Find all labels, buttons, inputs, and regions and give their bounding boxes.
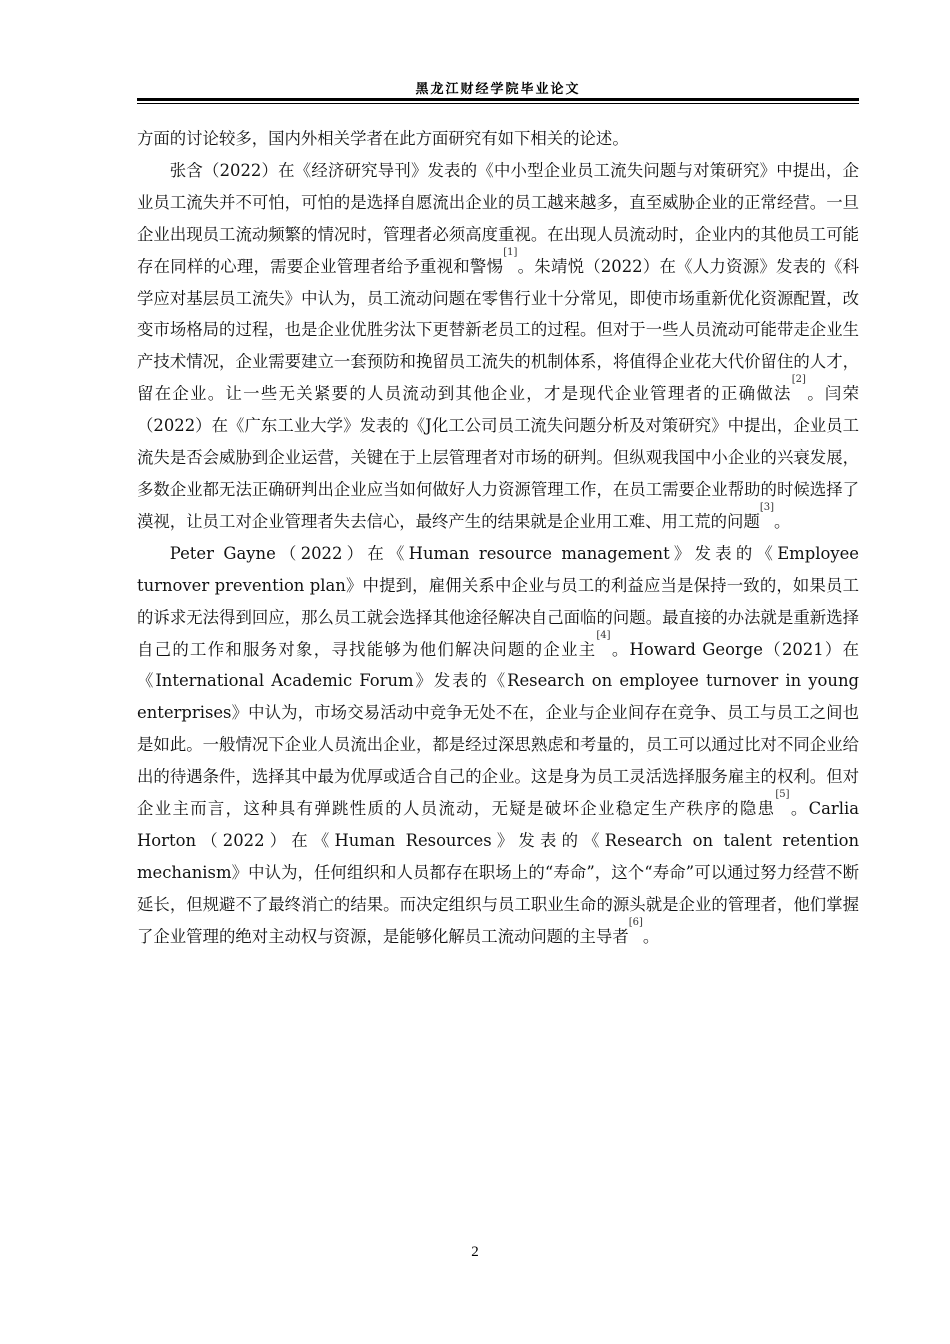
citation-marker: [4]	[596, 629, 611, 641]
paragraph-text: 。闫荣（2022）在《广东工业大学》发表的《J化工公司员工流失问题分析及对策研究》中提出，企业员工流失是否会威胁到企业运营，关键在于上层管理者对市场的研判。但纵观我国中小企业的兴衰发展，多数企业都无法正确研判出企业应当如何做好人力资源管理工作，在员工需要企业帮助的时候选择了漠视，让员工对企业管理者失去信心，最终产生的结果就是企业用工难、用工荒的问题	[137, 384, 860, 531]
paragraph	[137, 123, 859, 155]
paragraph-text: 。	[642, 926, 660, 946]
paragraph-text: 。Howard George（2021）在《International Academic Forum》发表的《Research on employee turnover in young enterprises》中认为，市场交易活动中竞争无处不在，企业与企业间存在竞争、员工与员工之间也是如此。一般情况下企业人员流出企业，都是经过深思熟虑和考量的，员工可以通过比对不同企业给出的待遇条件，选择其中最为优厚或适合自己的企业。这是身为员工灵活选择服务雇主的权利。但对企业主而言，这种具有弹跳性质的人员流动，无疑是破坏企业稳定生产秩序的隐患	[137, 639, 859, 819]
paragraph-text: 。朱靖悦（2022）在《人力资源》发表的《科学应对基层员工流失》中认为，员工流动问题在零售行业十分常见，即使市场重新优化资源配置，改变市场格局的过程，也是企业优胜劣汰下更替新老员工的过程。但对于一些人员流动可能带走企业生产技术情况，企业需要建立一套预防和挽留员工流失的机制体系，将值得企业花大代价留住的人才，留在企业。让一些无关紧要的人员流动到其他企业，才是现代企业管理者的正确做法	[137, 256, 859, 404]
header-rule-thin	[137, 103, 859, 104]
paragraph-text: 方面的讨论较多，国内外相关学者在此方面研究有如下相关的论述。	[137, 129, 629, 148]
citation-marker: [3]	[759, 501, 775, 513]
header-rule-thick	[137, 98, 859, 101]
paragraph	[137, 155, 859, 538]
citation-marker: [1]	[503, 246, 518, 258]
citation-marker: [2]	[791, 374, 806, 386]
paragraph	[137, 538, 859, 953]
paragraph-text: 。Carlia Horton（2022）在《Human Resources》发表的《Research on talent retention mechanism》中认为，任何组织和人员都存在职场上的“寿命”，这个“寿命”可以通过努力经营不断延长，但规避不了最终消亡的结果。而决定组织与员工职业生命的源头就是企业的管理者，他们掌握了企业管理的绝对主动权与资源，是能够化解员工流动问题的主导者	[137, 799, 860, 946]
paragraph-text: 张含（2022）在《经济研究导刊》发表的《中小型企业员工流失问题与对策研究》中提出，企业员工流失并不可怕，可怕的是选择自愿流出企业的员工越来越多，直至威胁企业的正常经营。一旦企业出现员工流动频繁的情况时，管理者必须高度重视。在出现人员流动时，企业内的其他员工可能存在同样的心理，需要企业管理者给予重视和警惕	[137, 160, 859, 276]
paragraph-text: Peter Gayne（2022）在《Human resource management》发表的《Employee turnover prevention plan》中提到，雇佣关系中企业与员工的利益应当是保持一致的，如果员工的诉求无法得到回应，那么员工就会选择其他途径解决自己面临的问题。最直接的办法就是重新选择自己的工作和服务对象，寻找能够为他们解决问题的企业主	[137, 543, 859, 659]
body-text	[137, 123, 859, 953]
citation-marker: [6]	[628, 916, 643, 928]
citation-marker: [5]	[775, 789, 790, 801]
page-header-title: 黑龙江财经学院毕业论文	[415, 82, 581, 97]
paragraph-text: 。	[774, 511, 791, 531]
page-number: 2	[471, 1244, 479, 1260]
